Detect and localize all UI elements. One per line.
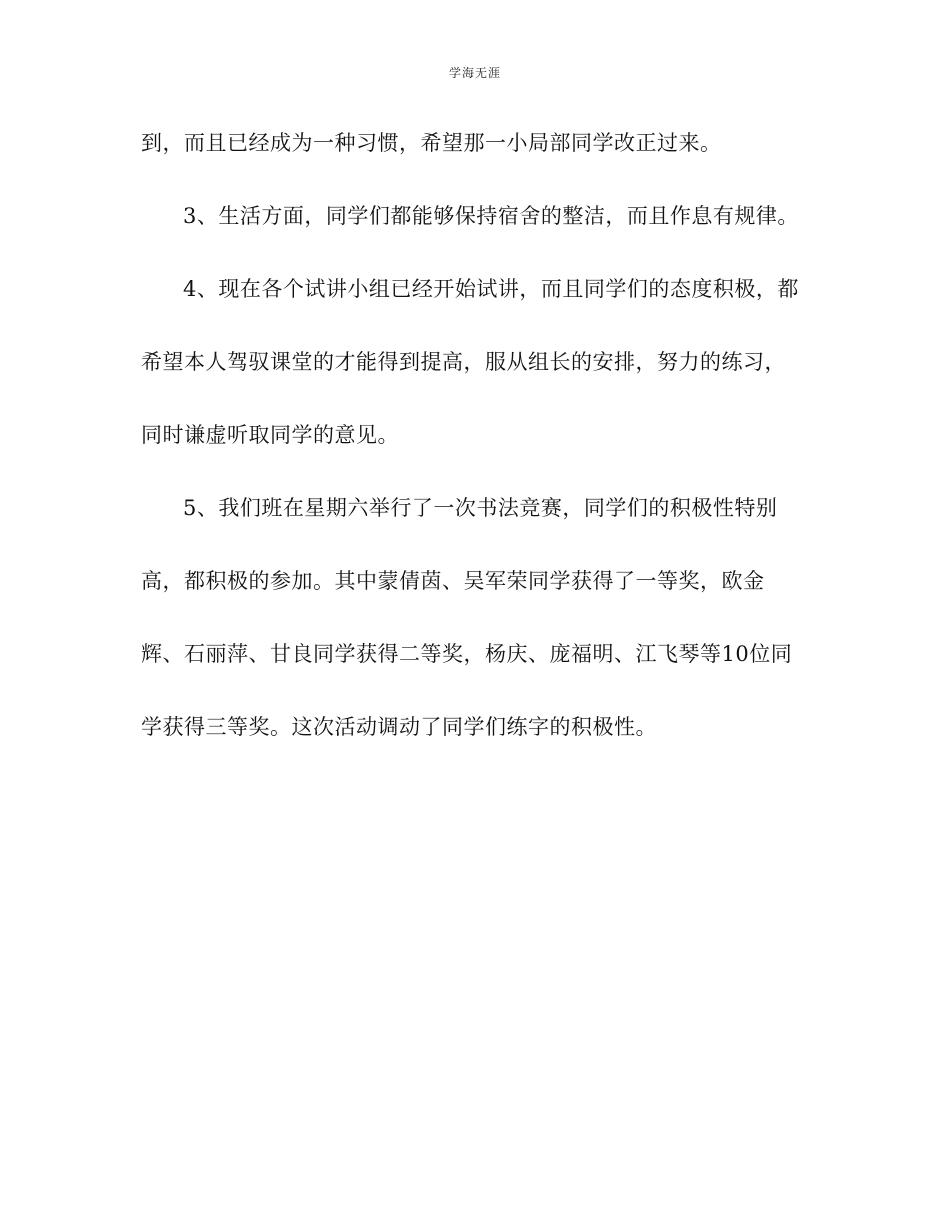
- body-line-6: 5、我们班在星期六举行了一次书法竞赛，同学们的积极性特别: [183, 496, 778, 520]
- body-line-3: 4、现在各个试讲小组已经开始试讲，而且同学们的态度积极，都: [183, 277, 799, 301]
- body-line-1: 到，而且已经成为一种习惯，希望那一小局部同学改正过来。: [141, 131, 722, 155]
- body-line-8: 辉、石丽萍、甘良同学获得二等奖，杨庆、庞福明、江飞琴等10位同: [141, 642, 793, 666]
- body-line-9: 学获得三等奖。这次活动调动了同学们练字的积极性。: [141, 715, 657, 739]
- body-line-2: 3、生活方面，同学们都能够保持宿舍的整洁，而且作息有规律。: [183, 204, 799, 228]
- body-line-4: 希望本人驾驭课堂的才能得到提高，服从组长的安排，努力的练习，: [141, 350, 786, 374]
- body-line-5: 同时谦虚听取同学的意见。: [141, 423, 399, 447]
- body-line-7: 高，都积极的参加。其中蒙倩茵、吴军荣同学获得了一等奖，欧金: [141, 569, 765, 593]
- page-header: 学海无涯: [448, 66, 501, 80]
